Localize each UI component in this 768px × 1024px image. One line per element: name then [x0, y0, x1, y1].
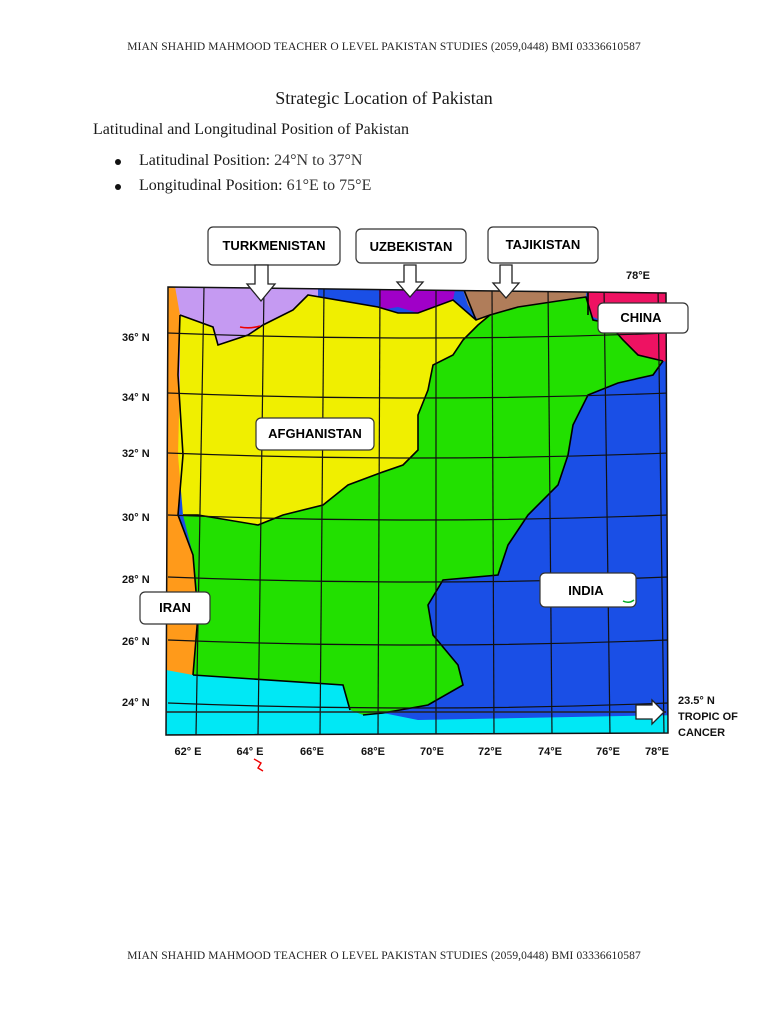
svg-text:INDIA: INDIA	[568, 583, 604, 598]
svg-text:TURKMENISTAN: TURKMENISTAN	[222, 238, 326, 253]
top-longitude-label: 78°E	[626, 270, 650, 282]
lat-label: 26° N	[122, 636, 150, 648]
country-label-china	[598, 303, 688, 333]
page-title: Strategic Location of Pakistan	[275, 88, 493, 108]
lon-label: 78°E	[645, 746, 669, 758]
lon-label: 76°E	[596, 746, 620, 758]
lon-label: 74°E	[538, 746, 562, 758]
latitude-label: Latitudinal Position:	[139, 152, 275, 169]
svg-text:CHINA: CHINA	[620, 310, 662, 325]
country-label-india	[540, 573, 636, 607]
lon-label: 66°E	[300, 746, 324, 758]
map-countries	[158, 275, 678, 745]
section-subtitle: Latitudinal and Longitudinal Position of Pakistan	[93, 121, 409, 138]
lon-label: 62° E	[174, 746, 202, 758]
lon-label: 68°E	[361, 746, 385, 758]
latitude-labels	[122, 332, 150, 709]
lat-label: 34° N	[122, 392, 150, 404]
lon-label: 70°E	[420, 746, 444, 758]
lat-label: 24° N	[122, 697, 150, 709]
longitude-value: 61°E to 75°E	[286, 177, 372, 194]
svg-text:AFGHANISTAN: AFGHANISTAN	[268, 426, 362, 441]
svg-text:IRAN: IRAN	[159, 600, 191, 615]
list-item	[93, 150, 371, 175]
lon-label: 64° E	[236, 746, 264, 758]
longitude-label: Longitudinal Position:	[139, 177, 287, 194]
list-item	[93, 175, 371, 200]
lon-label: 72°E	[478, 746, 502, 758]
lat-label: 28° N	[122, 574, 150, 586]
svg-text:UZBEKISTAN: UZBEKISTAN	[369, 239, 453, 254]
lat-label: 32° N	[122, 448, 150, 460]
handwritten-mark	[254, 759, 263, 771]
longitude-labels	[174, 746, 669, 758]
svg-text:CANCER: CANCER	[678, 727, 726, 739]
country-label-uzbekistan	[356, 229, 466, 263]
lat-label: 36° N	[122, 332, 150, 344]
latitude-value: 24°N to 37°N	[274, 152, 363, 169]
page-footer: MIAN SHAHID MAHMOOD TEACHER O LEVEL PAKISTAN STUDIES (2059,0448) BMI 03336610587	[127, 950, 641, 962]
tropic-of-cancer-label	[678, 695, 738, 739]
country-label-iran	[140, 592, 210, 624]
svg-text:TROPIC OF: TROPIC OF	[678, 711, 738, 723]
position-list	[93, 150, 371, 200]
country-label-tajikistan	[488, 227, 598, 263]
country-label-turkmenistan	[208, 227, 340, 265]
lat-label: 30° N	[122, 512, 150, 524]
page-header: MIAN SHAHID MAHMOOD TEACHER O LEVEL PAKISTAN STUDIES (2059,0448) BMI 03336610587	[127, 41, 641, 53]
bullet-icon	[115, 184, 121, 190]
svg-text:TAJIKISTAN: TAJIKISTAN	[505, 237, 581, 252]
svg-text:23.5° N: 23.5° N	[678, 695, 715, 707]
country-label-afghanistan	[256, 418, 374, 450]
pakistan-location-map	[118, 215, 738, 770]
bullet-icon	[115, 159, 121, 165]
